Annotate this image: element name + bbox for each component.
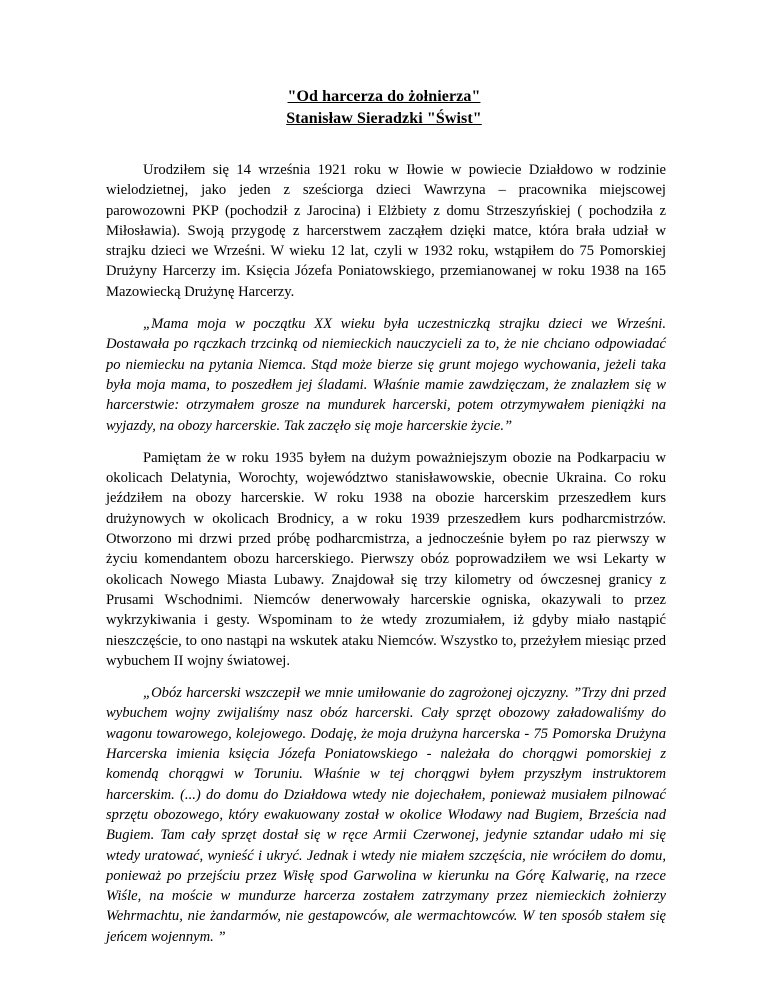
document-body	[106, 160, 666, 959]
quote-paragraph-2: „Obóz harcerski wszczepił we mnie umiłowanie do zagrożonej ojczyzny. ”Trzy dni przed wybuchem wojny zwijaliśmy nasz obóz harcerski. Cały sprzęt obozowy załadowaliśmy do wagonu towarowego, kolejowego. Dodaję, że moja drużyna harcerska - 75 Pomorska Drużyna Harcerska imienia księcia Józefa Poniatowskiego - należała do chorągwi pomorskiej z komendą chorągwi w Toruniu. Właśnie w tej chorągwi byłem przyszłym instruktorem harcerskim. (...) do domu do Działdowa wtedy nie dojechałem, ponieważ musiałem pilnować sprzętu obozowego, który ewakuowany został w okolice Włodawy nad Bugiem, Brześcia nad Bugiem. Tam cały sprzęt dostał się w ręce Armii Czerwonej, jedynie sztandar udało mi się wtedy uratować, wynieść i ukryć. Jednak i wtedy nie miałem szczęścia, nie wróciłem do domu, ponieważ po przejściu przez Wisłę spod Garwolina w kierunku na Górę Kalwarię, na rzece Wiśle, na moście w mundurze harcerza zostałem zatrzymany przez niemieckich żołnierzy Wehrmachtu, nie żandarmów, nie gestapowców, ale wermachtowców. W ten sposób stałem się jeńcem wojennym. ”	[106, 685, 666, 945]
document-subtitle: Stanisław Sieradzki "Świst"	[286, 110, 482, 127]
title-block	[0, 86, 768, 130]
quote-paragraph-1: „Mama moja w początku XX wieku była uczestniczką strajku dzieci we Wrześni. Dostawała po rączkach trzcinką od niemieckich nauczycieli za to, że nie chciano odpowiadać po niemiecku na pytania Niemca. Stąd może bierze się grunt mojego wychowania, jeżeli taka była moja mama, to poszedłem jej śladami. Właśnie mamie zawdzięczam, że znalazłem się w harcerstwie: otrzymałem grosze na mundurek harcerski, potem otrzymywałem pieniążki na wyjazdy, na obozy harcerskie. Tak zaczęło się moje harcerskie życie.”	[106, 316, 666, 434]
document-title: "Od harcerza do żołnierza"	[287, 88, 481, 105]
paragraph-2: Pamiętam że w roku 1935 byłem na dużym poważniejszym obozie na Podkarpaciu w okolicach Delatynia, Worochty, województwo stanisławowskie, obecnie Ukraina. Co roku jeździłem na obozy harcerskie. W roku 1938 na obozie harcerskim przeszedłem kurs drużynowych w okolicach Brodnicy, a w roku 1939 przeszedłem kurs podharcmistrzów. Otworzono mi drzwi przed próbę podharcmistrza, a jednocześnie byłem po raz pierwszy w życiu komendantem obozu harcerskiego. Pierwszy obóz poprowadziłem we wsi Lekarty w okolicach Nowego Miasta Lubawy. Znajdował się trzy kilometry od ówczesnej granicy z Prusami Wschodnimi. Niemców denerwowały harcerskie ogniska, okazywali to przez wykrzykiwania i gesty. Wspominam to że wtedy zrozumiałem, iż gdyby miało nastąpić nieszczęście, to ono nastąpi na wskutek ataku Niemców. Wszystko to, przeżyłem miesiąc przed wybuchem II wojny światowej.	[106, 449, 666, 669]
paragraph-1: Urodziłem się 14 września 1921 roku w Iłowie w powiecie Działdowo w rodzinie wielodzietnej, jako jeden z sześciorga dzieci Wawrzyna – pracownika miejscowej parowozowni PKP (pochodził z Jarocina) i Elżbiety z domu Strzeszyńskiej ( pochodziła z Miłosławia). Swoją przygodę z harcerstwem zacząłem dzięki matce, która brała udział w strajku dzieci we Wrześni. W wieku 12 lat, czyli w 1932 roku, wstąpiłem do 75 Pomorskiej Drużyny Harcerzy im. Księcia Józefa Poniatowskiego, przemianowanej w roku 1938 na 165 Mazowiecką Drużynę Harcerzy.	[106, 162, 666, 300]
